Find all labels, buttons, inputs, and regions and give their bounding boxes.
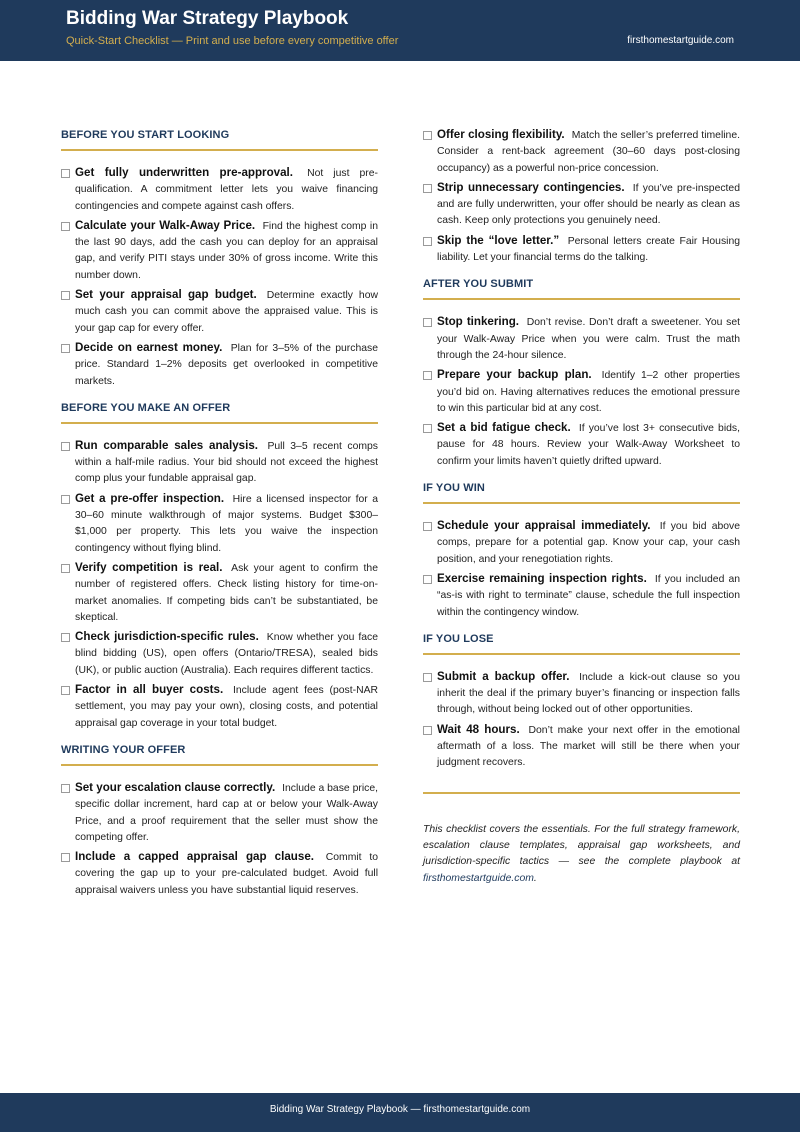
section-title: IF YOU WIN <box>423 482 740 504</box>
checkbox[interactable] <box>423 575 432 584</box>
checklist-section <box>61 744 378 899</box>
checkbox[interactable] <box>423 131 432 140</box>
checklist-section <box>423 633 740 772</box>
checkbox[interactable] <box>423 673 432 682</box>
checkbox[interactable] <box>423 237 432 246</box>
item-text: Include a kick-out clause so you inherit the deal if the primary buyer’s financing or inspection falls through, without being locked out of other opportunities. <box>437 671 740 716</box>
item-text: Don’t make your next offer in the emotional aftermath of a loss. The market will still be there when your judgment recovers. <box>437 724 740 769</box>
item-text: Pull 3–5 recent comps within a half-mile radius. Your bid should not exceed the highest comp plus your fundable appraisal gap. <box>75 440 378 485</box>
checkbox[interactable] <box>61 222 70 231</box>
footnote-link[interactable]: firsthomestartguide.com <box>423 872 534 884</box>
checkbox[interactable] <box>61 853 70 862</box>
checklist-section <box>423 482 740 621</box>
item-text: If you’ve lost 3+ consecutive bids, pause for 48 hours. Review your Walk-Away Worksheet to confirm your limits haven’t quietly drifted upward. <box>437 423 740 467</box>
item-text: If you bid above comps, prepare for a potential gap. Know your cap, your cash position, and your renegotiation rights. <box>437 521 741 565</box>
section-title: BEFORE YOU MAKE AN OFFER <box>61 402 378 424</box>
item-text: Don’t revise. Don’t draft a sweetener. You set your Walk-Away Price when you were calm. Trust the math through the 24-hour silence. <box>437 317 740 361</box>
item-lead: Set a bid fatigue check. <box>437 421 571 435</box>
item-lead: Wait 48 hours. <box>437 722 520 736</box>
item-text: If you’ve pre-inspected and are fully underwritten, your offer should be nearly as clean as cash. Keep only protections you genuinely need. <box>437 182 740 227</box>
section-title: WRITING YOUR OFFER <box>61 744 378 766</box>
item-text: Include agent fees (post-NAR settlement, you may pay your own), closing costs, and potential appraisal gap coverage in your total budget. <box>75 685 379 729</box>
checklist-item <box>61 438 378 488</box>
checklist-item <box>61 287 378 337</box>
checkbox[interactable] <box>61 442 70 451</box>
item-text: Find the highest comp in the last 90 days, add the cash you can deploy for an appraisal gap, and verify PITI stays under 30% of gross income. Write this number down. <box>75 220 378 281</box>
checkbox[interactable] <box>61 633 70 642</box>
checkbox[interactable] <box>423 184 432 193</box>
checkbox[interactable] <box>61 686 70 695</box>
footer-text: Bidding War Strategy Playbook — firsthomestartguide.com <box>269 1104 531 1115</box>
page-subtitle: Quick-Start Checklist — Print and use before every competitive offer <box>66 35 399 47</box>
item-lead: Get fully underwritten pre-approval. <box>75 166 293 179</box>
checklist-item <box>423 367 740 417</box>
checklist-item <box>61 682 378 732</box>
checklist-item <box>423 571 740 621</box>
checklist-item <box>61 560 378 626</box>
checklist-item <box>61 780 378 846</box>
section-title: BEFORE YOU START LOOKING <box>61 129 378 151</box>
checklist-item <box>423 518 740 568</box>
checkbox[interactable] <box>61 169 70 178</box>
item-text: Include a base price, specific dollar increment, hard cap at or below your Walk-Away Price, and a proof requirement that the seller must show the competing offer. <box>75 782 378 843</box>
checklist-item <box>423 180 740 230</box>
item-lead: Run comparable sales analysis. <box>75 438 258 452</box>
checkbox[interactable] <box>423 522 432 531</box>
footnote-text: This checklist covers the essentials. For the full strategy framework, escalation clause templates, appraisal gap worksheets, and jurisdiction-specific tactics — see the complete playbook at <box>423 823 740 868</box>
checkbox[interactable] <box>423 424 432 433</box>
section-title: IF YOU LOSE <box>423 633 740 655</box>
item-text: Determine exactly how much cash you can commit above the appraised value. This is your gap cap for every offer. <box>75 290 378 334</box>
checklist-item <box>61 849 378 899</box>
item-lead: Verify competition is real. <box>75 560 223 574</box>
checkbox[interactable] <box>61 784 70 793</box>
item-lead: Skip the “love letter.” <box>437 233 560 247</box>
checkbox[interactable] <box>423 726 432 735</box>
page-header <box>0 0 800 61</box>
item-lead: Calculate your Walk-Away Price. <box>75 218 256 232</box>
item-lead: Check jurisdiction-specific rules. <box>75 630 259 644</box>
item-lead: Stop tinkering. <box>437 315 519 329</box>
checklist-section <box>61 129 378 390</box>
section-divider <box>423 792 740 794</box>
checklist-item <box>423 420 740 470</box>
item-text: Identify 1–2 other properties you’d bid on. Having alternatives reduces the emotional pressure to win this particular bid at any cost. <box>437 370 740 414</box>
checkbox[interactable] <box>61 495 70 504</box>
checkbox[interactable] <box>423 371 432 380</box>
checkbox[interactable] <box>61 344 70 353</box>
checklist-item <box>423 314 740 364</box>
checklist-section <box>423 278 740 470</box>
item-lead: Prepare your backup plan. <box>437 368 592 382</box>
left-column <box>61 127 378 911</box>
item-text: If you included an “as-is with right to terminate” clause, schedule the full inspection within the contingency window. <box>437 573 741 618</box>
footnote <box>423 822 740 887</box>
item-text: Plan for 3–5% of the purchase price. Standard 1–2% deposits get overlooked in competitive markets. <box>75 342 378 387</box>
checkbox[interactable] <box>61 291 70 300</box>
item-lead: Set your appraisal gap budget. <box>75 288 257 302</box>
item-text: Personal letters create Fair Housing liability. Let your financial terms do the talking. <box>437 235 741 264</box>
checklist-item <box>423 127 740 177</box>
item-text: Hire a licensed inspector for a 30–60 minute walkthrough of major systems. Budget $300–$1,000 per property. This lets you waive the inspection contingency without flying blind. <box>75 493 378 554</box>
checklist-item <box>423 722 740 772</box>
footnote-end: . <box>533 872 537 884</box>
checklist-section <box>61 402 378 732</box>
right-intro-list <box>423 127 740 266</box>
checkbox[interactable] <box>61 564 70 573</box>
right-column <box>423 127 740 887</box>
item-text: Ask your agent to confirm the number of registered offers. Check listing history for time-on-market anomalies. If competing bids can’t be substantiated, be skeptical. <box>75 562 378 623</box>
right-sections <box>423 278 740 771</box>
item-text: Commit to covering the gap up to your pre-calculated budget. Avoid full appraisal waivers unless you have substantial liquid reserves. <box>75 852 378 896</box>
page-title: Bidding War Strategy Playbook <box>66 8 349 29</box>
page-footer <box>0 1093 800 1132</box>
item-lead: Decide on earnest money. <box>75 340 223 354</box>
item-lead: Strip unnecessary contingencies. <box>437 180 625 194</box>
item-lead: Offer closing flexibility. <box>437 128 565 141</box>
checklist-item <box>61 218 378 284</box>
item-lead: Get a pre-offer inspection. <box>75 491 225 505</box>
checklist-item <box>61 165 378 215</box>
header-site-link[interactable]: firsthomestartguide.com <box>627 35 734 46</box>
checklist-item <box>423 233 740 267</box>
checklist-item <box>61 491 378 557</box>
item-text: Match the seller’s preferred timeline. Consider a rent-back agreement (30–60 days post-closing occupancy) as a powerful non-price concession. <box>437 130 740 174</box>
item-lead: Include a capped appraisal gap clause. <box>75 850 314 864</box>
item-lead: Exercise remaining inspection rights. <box>437 571 647 585</box>
checklist-item <box>423 669 740 719</box>
item-text: Know whether you face blind bidding (US), open offers (Ontario/TRESA), sealed bids (UK), or public auction (Australia). Each requires different tactics. <box>75 632 378 676</box>
checklist-item <box>61 629 378 679</box>
item-lead: Schedule your appraisal immediately. <box>437 519 651 533</box>
section-title: AFTER YOU SUBMIT <box>423 278 740 300</box>
item-lead: Set your escalation clause correctly. <box>75 780 276 794</box>
item-lead: Factor in all buyer costs. <box>75 683 224 697</box>
item-lead: Submit a backup offer. <box>437 669 570 683</box>
checklist-item <box>61 340 378 390</box>
checkbox[interactable] <box>423 318 432 327</box>
item-text: Not just pre-qualification. A commitment letter lets you waive financing contingencies and compete against cash offers. <box>75 168 378 212</box>
